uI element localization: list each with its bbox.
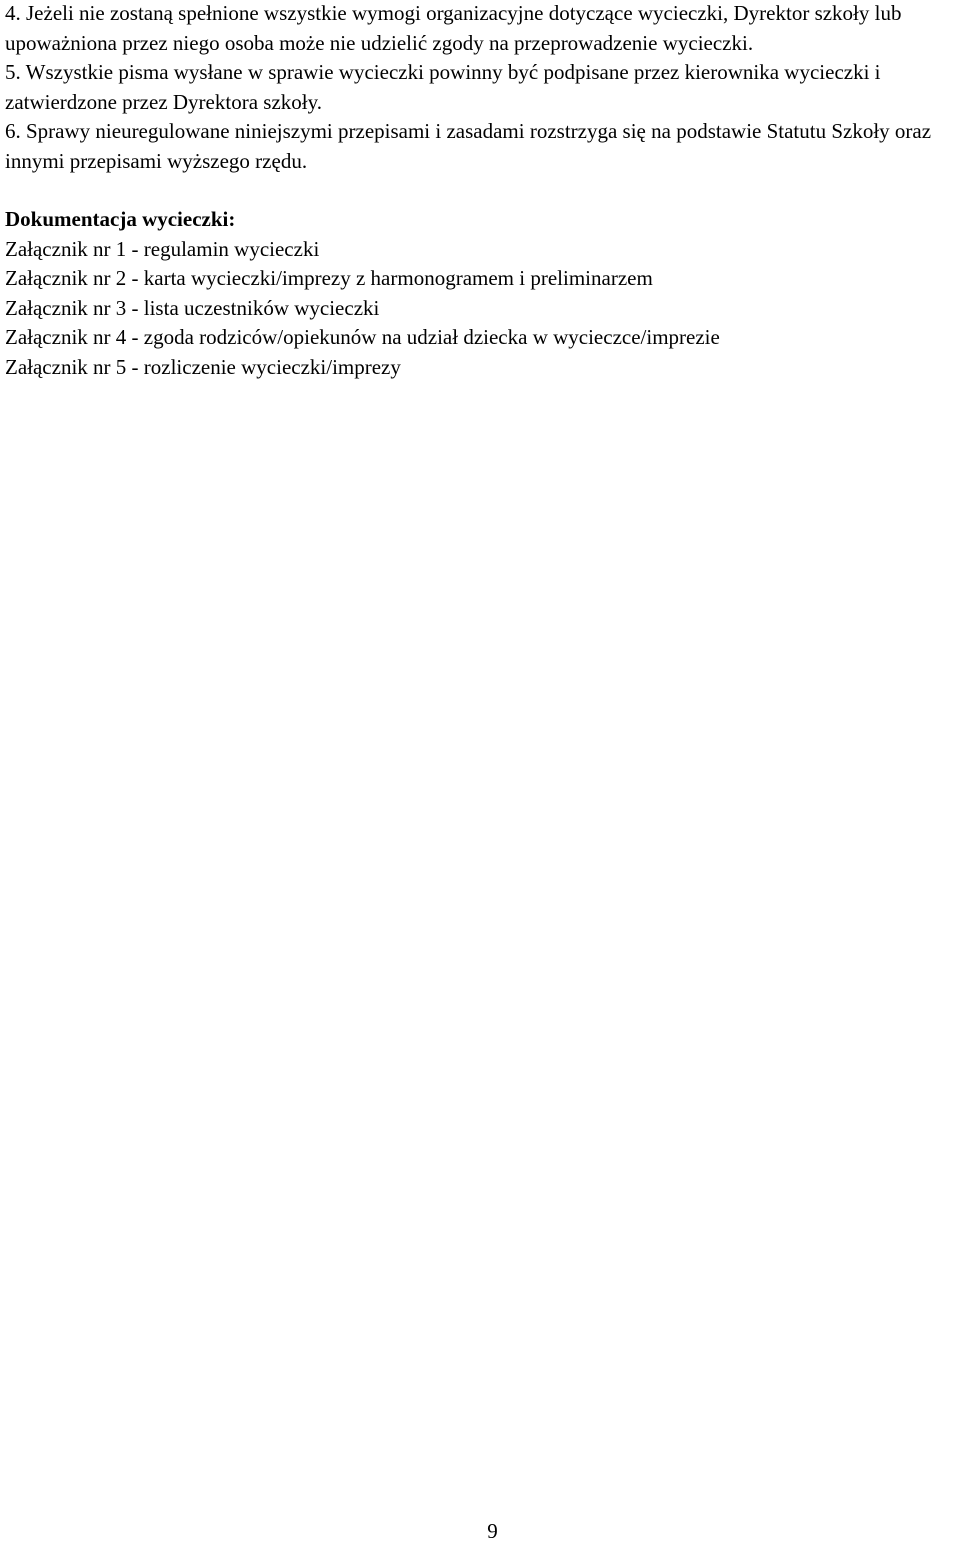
attachment-item: Załącznik nr 4 - zgoda rodziców/opiekunów na udział dziecka w wycieczce/imprezie [5, 325, 720, 349]
attachment-item: Załącznik nr 3 - lista uczestników wycieczki [5, 295, 380, 320]
paragraph-text: Jeżeli nie zostaną spełnione wszystkie wymogi organizacyjne dotyczące wycieczki, Dyrektor szkoły lub upoważniona przez niego osoba może nie udzielić zgody na przeprowadzenie wycieczki. [5, 1, 902, 55]
paragraph-number: 4. [5, 1, 21, 25]
paragraph-text: Sprawy nieuregulowane niniejszymi przepisami i zasadami rozstrzyga się na podstawie Statutu Szkoły oraz innymi przepisami wyższego rzędu. [5, 119, 932, 173]
paragraph-6 [5, 117, 955, 176]
paragraph-text: Wszystkie pisma wysłane w sprawie wycieczki powinny być podpisane przez kierownika wycieczki i zatwierdzone przez Dyrektora szkoły. [5, 60, 881, 114]
paragraph-number: 6. [5, 119, 21, 143]
attachment-item: Załącznik nr 5 - rozliczenie wycieczki/imprezy [5, 354, 401, 379]
paragraph-4 [5, 0, 955, 58]
attachment-item: Załącznik nr 2 - karta wycieczki/imprezy z harmonogramem i preliminarzem [5, 266, 653, 290]
document-page-content [5, 0, 955, 382]
paragraph-5 [5, 58, 955, 117]
page-number: 9 [487, 1519, 498, 1543]
paragraph-number: 5. [5, 60, 21, 84]
attachment-list [5, 235, 955, 383]
documentation-heading: Dokumentacja wycieczki: [5, 207, 236, 231]
attachment-item: Załącznik nr 1 - regulamin wycieczki [5, 236, 320, 261]
